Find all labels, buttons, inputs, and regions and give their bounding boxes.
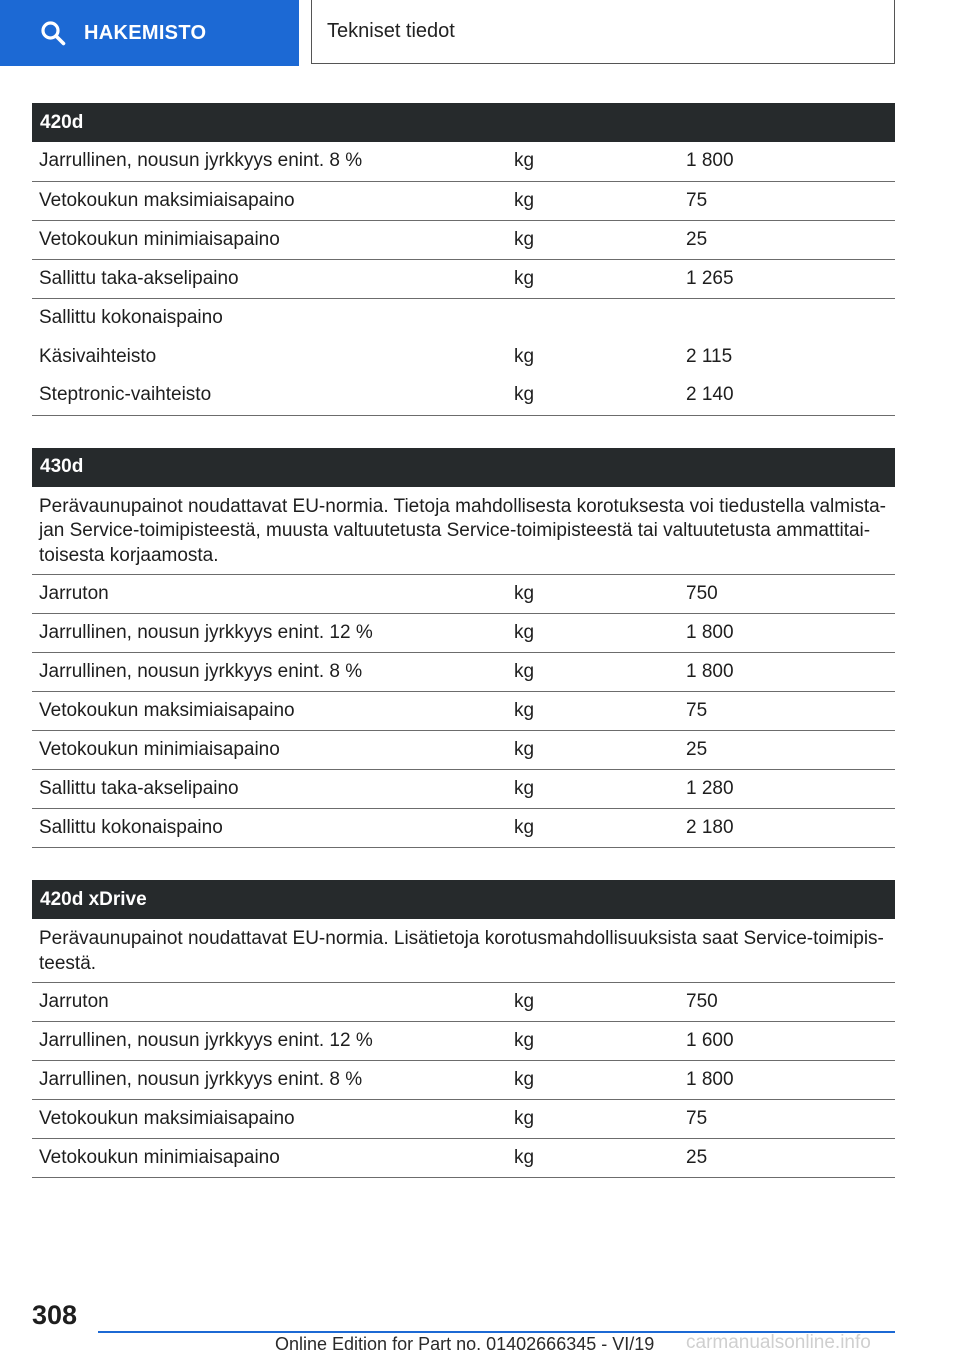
table-row [32, 983, 895, 1022]
search-icon [40, 20, 66, 46]
row-label: Sallittu kokonaispaino [32, 809, 507, 848]
row-unit: kg [507, 259, 679, 298]
row-unit: kg [507, 692, 679, 731]
row-unit: kg [507, 731, 679, 770]
row-value: 750 [679, 983, 895, 1022]
table-row [32, 692, 895, 731]
table-title: 430d [32, 448, 895, 487]
row-unit: kg [507, 1100, 679, 1139]
edition-text: Online Edition for Part no. 01402666345 - VI/19 [275, 1334, 655, 1354]
table-row [32, 809, 895, 848]
row-unit: kg [507, 770, 679, 809]
index-search-label: HAKEMISTO [84, 21, 207, 44]
spec-table-420d [32, 103, 895, 416]
table-row [32, 259, 895, 298]
spec-table-430d [32, 448, 895, 849]
row-value: 25 [679, 220, 895, 259]
row-unit: kg [507, 809, 679, 848]
table-row [32, 1022, 895, 1061]
row-value: 25 [679, 731, 895, 770]
row-label: Jarruton [32, 575, 507, 614]
row-value: 1 800 [679, 614, 895, 653]
row-unit: kg [507, 376, 679, 415]
spec-table-420d-xdrive [32, 880, 895, 1178]
table-row [32, 337, 895, 376]
row-unit: kg [507, 983, 679, 1022]
row-unit: kg [507, 142, 679, 181]
table-row [32, 298, 895, 337]
row-value: 75 [679, 1100, 895, 1139]
row-label: Sallittu taka-akselipaino [32, 259, 507, 298]
row-label: Käsivaihteisto [39, 345, 157, 367]
row-unit: kg [514, 345, 535, 367]
row-unit [507, 298, 679, 337]
index-search-button[interactable] [0, 0, 299, 66]
row-unit: kg [507, 181, 679, 220]
row-label: Jarrullinen, nousun jyrkkyys enint. 8 % [32, 1061, 507, 1100]
row-value [679, 298, 895, 337]
row-unit: kg [507, 1139, 679, 1178]
row-value: 2 140 [679, 376, 895, 415]
row-value: 2 180 [679, 809, 895, 848]
table-title: 420d [32, 103, 895, 142]
table-note-row [32, 919, 895, 983]
page-number: 308 [32, 1300, 78, 1330]
row-value: 1 800 [679, 1061, 895, 1100]
table-row [32, 142, 895, 181]
row-label: Sallittu kokonaispaino [39, 306, 223, 328]
row-unit: kg [507, 1061, 679, 1100]
table-note-row [32, 487, 895, 575]
row-unit: kg [507, 575, 679, 614]
table-row [32, 376, 895, 415]
table-row [32, 731, 895, 770]
row-value: 1 280 [679, 770, 895, 809]
row-label: Vetokoukun maksimiaisapaino [32, 181, 507, 220]
row-value: 75 [679, 692, 895, 731]
table-row [32, 1100, 895, 1139]
row-label: Sallittu taka-akselipaino [32, 770, 507, 809]
watermark: carmanualsonline.info [686, 1332, 871, 1353]
row-label: Vetokoukun minimiaisapaino [32, 731, 507, 770]
row-value: 1 800 [679, 653, 895, 692]
table-row [32, 220, 895, 259]
spec-tables [32, 103, 895, 1178]
row-value: 1 800 [679, 142, 895, 181]
table-row [32, 1061, 895, 1100]
row-value: 75 [679, 181, 895, 220]
row-label: Vetokoukun minimiaisapaino [32, 1139, 507, 1178]
table-note: Perävaunupainot noudattavat EU-normia. Lisätietoja korotusmahdollisuuksista saat Service-toimipis-teestä. [32, 919, 895, 983]
table-row [32, 575, 895, 614]
row-label: Vetokoukun maksimiaisapaino [32, 1100, 507, 1139]
row-value: 2 115 [686, 345, 733, 367]
row-label: Jarrullinen, nousun jyrkkyys enint. 12 % [32, 614, 507, 653]
row-label: Jarruton [32, 983, 507, 1022]
row-label: Vetokoukun minimiaisapaino [32, 220, 507, 259]
table-row [32, 653, 895, 692]
row-value: 25 [679, 1139, 895, 1178]
table-title: 420d xDrive [32, 880, 895, 919]
row-label: Vetokoukun maksimiaisapaino [32, 692, 507, 731]
row-unit: kg [507, 614, 679, 653]
top-bar [0, 0, 960, 66]
row-value: 750 [679, 575, 895, 614]
row-label: Jarrullinen, nousun jyrkkyys enint. 12 % [32, 1022, 507, 1061]
row-label: Jarrullinen, nousun jyrkkyys enint. 8 % [32, 653, 507, 692]
section-title-tab [311, 0, 895, 64]
table-row [32, 614, 895, 653]
row-unit: kg [507, 1022, 679, 1061]
table-note: Perävaunupainot noudattavat EU-normia. Tietoja mahdollisesta korotuksesta voi tiedustella valmista-jan Service-toimipisteestä, muusta valtuutetusta Service-toimipisteestä tai valtuutetusta ammattitai-toisesta korjaamosta. [32, 487, 895, 575]
row-label: Steptronic-vaihteisto [32, 376, 507, 415]
row-value: 1 600 [679, 1022, 895, 1061]
row-label: Jarrullinen, nousun jyrkkyys enint. 8 % [32, 142, 507, 181]
row-unit: kg [507, 220, 679, 259]
table-row [32, 181, 895, 220]
row-unit: kg [507, 653, 679, 692]
section-title: Tekniset tiedot [327, 20, 455, 42]
row-value: 1 265 [679, 259, 895, 298]
table-row [32, 770, 895, 809]
table-row [32, 1139, 895, 1178]
